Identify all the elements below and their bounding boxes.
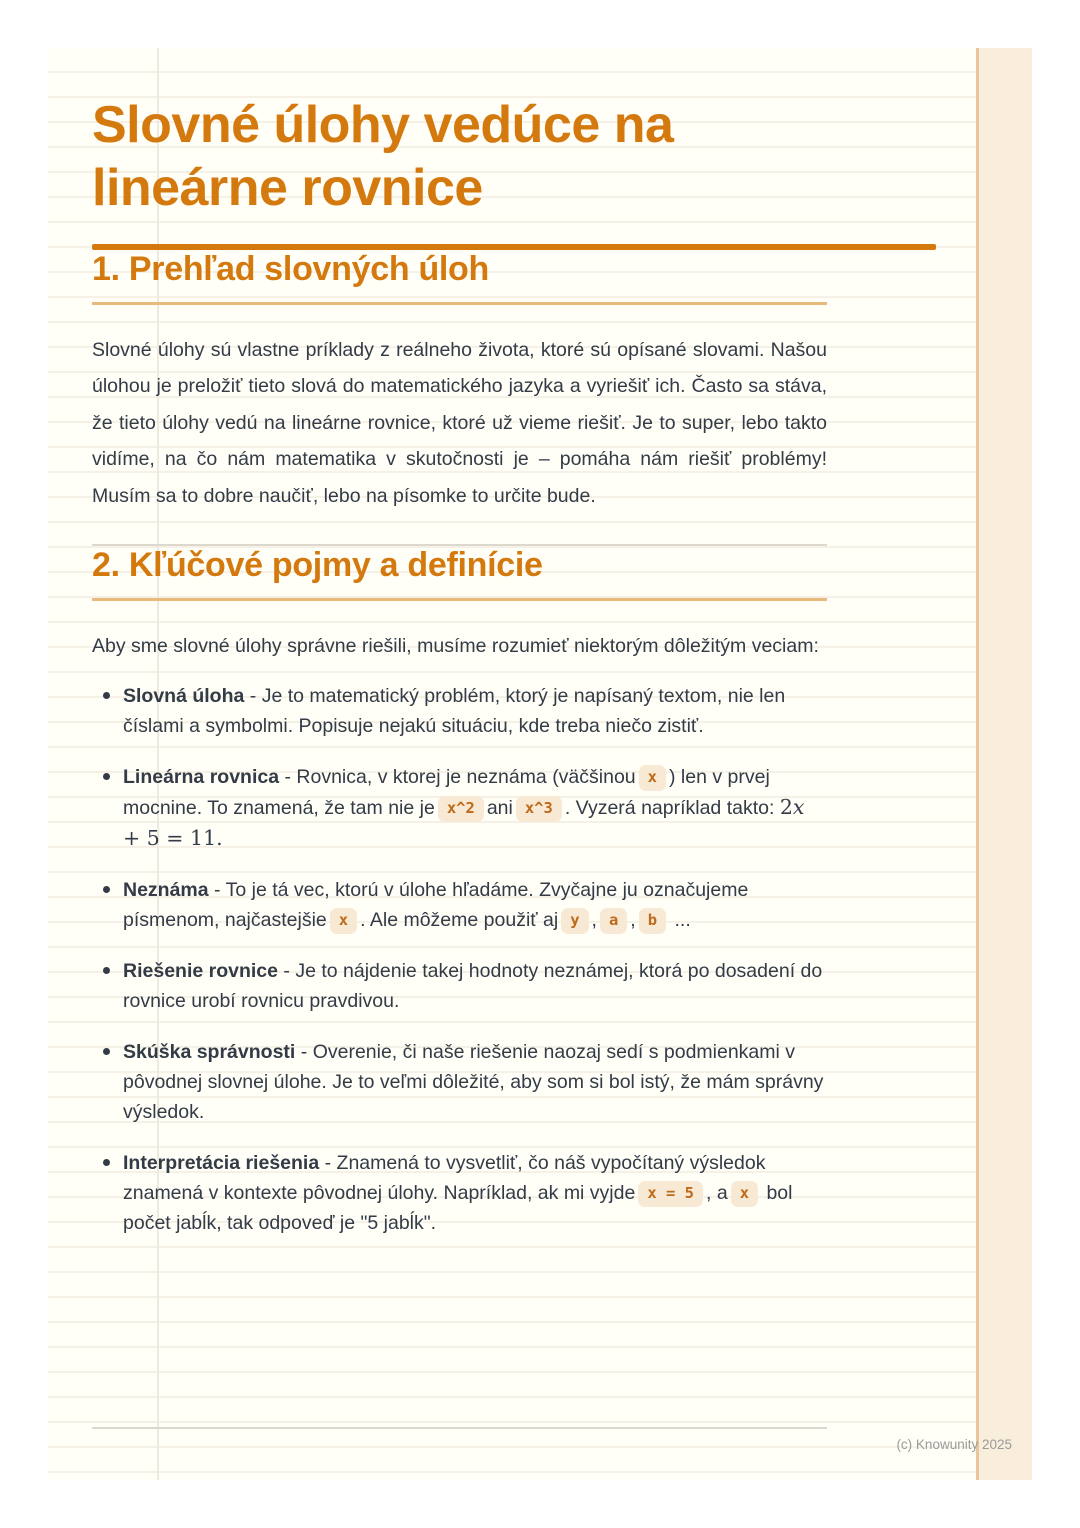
inline-code-chip: x [639,765,666,791]
inline-code-chip: y [561,908,588,934]
section-2-heading: 2. Kľúčové pojmy a definície [92,546,543,585]
list-item: Interpretácia riešenia - Znamená to vysvetliť, čo náš vypočítaný výsledok znamená v kontexte pôvodnej úlohy. Napríklad, ak mi vyjde x = 5 , a x bol počet jabĺk, tak odpoveď je "5 jabĺk". [92,1148,827,1238]
inline-code-chip: x^2 [438,796,484,822]
section-1-underline [92,302,827,305]
inline-code-chip: x = 5 [638,1181,703,1207]
bottom-divider [92,1427,827,1429]
inline-code-chip: x [731,1181,758,1207]
term-label: Lineárna rovnica [123,765,280,788]
inline-code-chip: x [330,908,357,934]
section-2-underline [92,598,827,601]
list-item: Neznáma - To je tá vec, ktorú v úlohe hľadáme. Zvyčajne ju označujeme písmenom, najčastejšie x . Ale môžeme použiť aj y , a , b ... [92,875,827,935]
page-content [48,48,827,1238]
list-item: Lineárna rovnica - Rovnica, v ktorej je neznáma (väčšinou x ) len v prvej mocnine. To znamená, že tam nie je x^2 ani x^3 . Vyzerá napríklad takto: 2x + 5 = 11. [92,762,827,854]
inline-code-chip: a [600,908,627,934]
list-item: Skúška správnosti - Overenie, či naše riešenie naozaj sedí s podmienkami v pôvodnej slovnej úlohe. Je to veľmi dôležité, aby som si bol istý, že mám správny výsledok. [92,1037,827,1127]
inline-code-chip: b [639,908,666,934]
list-item: Slovná úloha - Je to matematický problém, ktorý je napísaný textom, nie len číslami a symbolmi. Popisuje nejakú situáciu, kde treba niečo zistiť. [92,681,827,741]
page-title: Slovné úlohy vedúce na lineárne rovnice [92,96,674,217]
term-label: Interpretácia riešenia [123,1151,320,1174]
term-label: Slovná úloha [123,684,245,707]
section-1-paragraph: Slovné úlohy sú vlastne príklady z reálneho života, ktoré sú opísané slovami. Našou úlohou je preložiť tieto slová do matematického jazyka a vyriešiť ich. Často sa stáva, že tieto úlohy vedú na lineárne rovnice, ktoré už vieme riešiť. Je to super, lebo takto vidíme, na čo nám matematika v skutočnosti je – pomáha nám riešiť problémy! Musím sa to dobre naučiť, lebo na písomke to určite bude. [92,338,827,507]
key-terms-list [92,681,827,1238]
section-2-intro: Aby sme slovné úlohy správne riešili, musíme rozumieť niektorým dôležitým veciam: [92,635,819,658]
decorative-side-band [976,48,1032,1480]
term-label: Skúška správnosti [123,1040,296,1063]
section-1-heading: 1. Prehľad slovných úloh [92,249,489,288]
term-label: Riešenie rovnice [123,959,278,982]
inline-code-chip: x^3 [516,796,562,822]
math-expression: 2x + 5 = 11. [123,794,805,850]
list-item: Riešenie rovnice - Je to nájdenie takej hodnoty neznámej, ktorá po dosadení do rovnice urobí rovnicu pravdivou. [92,956,827,1016]
copyright-notice: (c) Knowunity 2025 [896,1437,1012,1452]
term-label: Neznáma [123,878,209,901]
notes-page [48,48,976,1480]
